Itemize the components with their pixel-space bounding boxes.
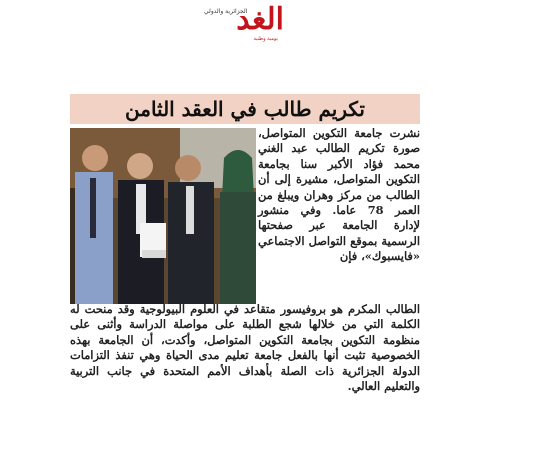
logo-tagline: الجزائرية والدولي bbox=[204, 8, 248, 15]
logo-subtitle: يومية وطنية bbox=[253, 36, 278, 42]
headline-band bbox=[70, 94, 420, 124]
article-body-top: نشرت جامعة التكوين المتواصل، صورة تكريم الطالب عبد الغني محمد فؤاد الأكبر سنا بجامعة التكوين المتواصل، مشيرة إلى أن الطالب من مركز وهران ويبلغ من العمر 78 عاما. وفي منشور لإدارة الجامعة عبر صفحتها الرسمية بموقع التواصل الاجتماعي «فايسبوك»، فإن bbox=[258, 126, 420, 264]
article-body-bottom: الطالب المكرم هو بروفيسور متقاعد في العلوم البيولوجية وقد منحت له الكلمة التي من خلالها شجع الطلبة على مواصلة الدراسة وأثنى على منظومة التكوين بجامعة التكوين المتواصل، وأكدت، أن الجامعة بهذه الخصوصية تثبت أنها بالفعل جامعة تعليم مدى الحياة وهي تنفذ التزامات الدولة الجزائرية ذات الصلة بأهداف الأمم المتحدة في جانب التربية والتعليم العالي. bbox=[70, 302, 420, 394]
article-photo bbox=[70, 128, 256, 304]
photo-illustration bbox=[70, 128, 256, 304]
logo-brand: الغد bbox=[236, 2, 284, 37]
newspaper-logo bbox=[196, 2, 288, 44]
article-headline: تكريم طالب في العقد الثامن bbox=[125, 97, 365, 121]
